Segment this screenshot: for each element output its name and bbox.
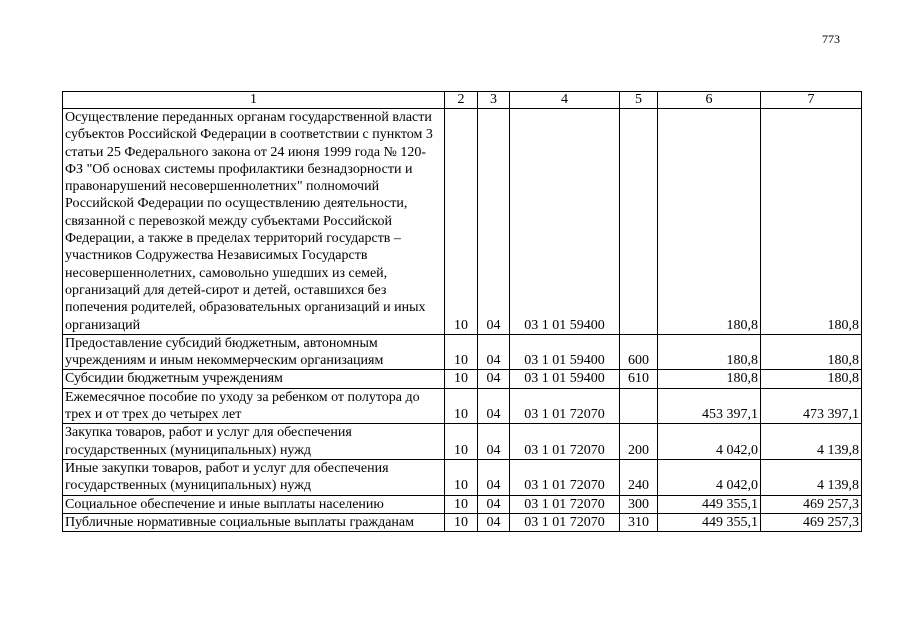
row-name-cell: Осуществление переданных органам государственной власти субъектов Российской Федерации в соответствии с пунктом 3 статьи 25 Федерального закона от 24 июня 1999 года № 120-ФЗ "Об основах системы профилактики безнадзорности и правонарушений несовершеннолетних" полномочий Российской Федерации по осуществлению деятельности, связанной с перевозкой между субъектами Российской Федерации, а также в пределах территорий государств – участников Содружества Независимых Государств несовершеннолетних, самовольно ушедших из семей, организаций для детей-сирот и детей, оставшихся без попечения родителей, образовательных организаций и иных организаций [63,109,445,335]
csr-cell: 03 1 01 72070 [510,513,620,531]
csr-cell: 03 1 01 72070 [510,459,620,495]
sum-year2-cell: 4 139,8 [761,424,862,460]
row-name-cell: Закупка товаров, работ и услуг для обеспечения государственных (муниципальных) нужд [63,424,445,460]
table-row [63,370,862,388]
row-name-cell: Субсидии бюджетным учреждениям [63,370,445,388]
column-header: 7 [761,92,862,109]
razdel-cell: 10 [445,424,478,460]
row-name-cell: Ежемесячное пособие по уходу за ребенком от полутора до трех и от трех до четырех лет [63,388,445,424]
page-number: 773 [822,32,840,46]
column-header: 2 [445,92,478,109]
sum-year1-cell: 453 397,1 [658,388,761,424]
sum-year1-cell: 4 042,0 [658,424,761,460]
vr-cell: 610 [620,370,658,388]
table-row [63,388,862,424]
table-row [63,334,862,370]
sum-year2-cell: 180,8 [761,334,862,370]
podrazdel-cell: 04 [478,109,510,335]
podrazdel-cell: 04 [478,388,510,424]
column-header: 4 [510,92,620,109]
sum-year2-cell: 469 257,3 [761,513,862,531]
row-name-cell: Социальное обеспечение и иные выплаты населению [63,495,445,513]
row-name-cell: Публичные нормативные социальные выплаты гражданам [63,513,445,531]
row-name-cell: Иные закупки товаров, работ и услуг для обеспечения государственных (муниципальных) нужд [63,459,445,495]
table-row [63,459,862,495]
vr-cell [620,109,658,335]
sum-year2-cell: 180,8 [761,370,862,388]
sum-year1-cell: 449 355,1 [658,495,761,513]
csr-cell: 03 1 01 59400 [510,334,620,370]
column-header: 3 [478,92,510,109]
razdel-cell: 10 [445,459,478,495]
razdel-cell: 10 [445,388,478,424]
table-row [63,109,862,335]
column-header: 6 [658,92,761,109]
vr-cell: 600 [620,334,658,370]
csr-cell: 03 1 01 59400 [510,370,620,388]
csr-cell: 03 1 01 59400 [510,109,620,335]
podrazdel-cell: 04 [478,370,510,388]
vr-cell [620,388,658,424]
sum-year2-cell: 180,8 [761,109,862,335]
podrazdel-cell: 04 [478,459,510,495]
podrazdel-cell: 04 [478,513,510,531]
csr-cell: 03 1 01 72070 [510,424,620,460]
razdel-cell: 10 [445,495,478,513]
table-row [63,495,862,513]
razdel-cell: 10 [445,334,478,370]
vr-cell: 200 [620,424,658,460]
podrazdel-cell: 04 [478,334,510,370]
table-header-row [63,92,862,109]
sum-year1-cell: 449 355,1 [658,513,761,531]
razdel-cell: 10 [445,513,478,531]
vr-cell: 310 [620,513,658,531]
column-header: 5 [620,92,658,109]
sum-year2-cell: 4 139,8 [761,459,862,495]
sum-year1-cell: 180,8 [658,334,761,370]
column-header: 1 [63,92,445,109]
table-row [63,424,862,460]
row-name-cell: Предоставление субсидий бюджетным, автономным учреждениям и иным некоммерческим организациям [63,334,445,370]
csr-cell: 03 1 01 72070 [510,495,620,513]
sum-year1-cell: 180,8 [658,370,761,388]
vr-cell: 300 [620,495,658,513]
podrazdel-cell: 04 [478,424,510,460]
vr-cell: 240 [620,459,658,495]
sum-year1-cell: 180,8 [658,109,761,335]
razdel-cell: 10 [445,109,478,335]
csr-cell: 03 1 01 72070 [510,388,620,424]
table-row [63,513,862,531]
sum-year1-cell: 4 042,0 [658,459,761,495]
budget-table [62,91,862,532]
podrazdel-cell: 04 [478,495,510,513]
sum-year2-cell: 469 257,3 [761,495,862,513]
sum-year2-cell: 473 397,1 [761,388,862,424]
razdel-cell: 10 [445,370,478,388]
